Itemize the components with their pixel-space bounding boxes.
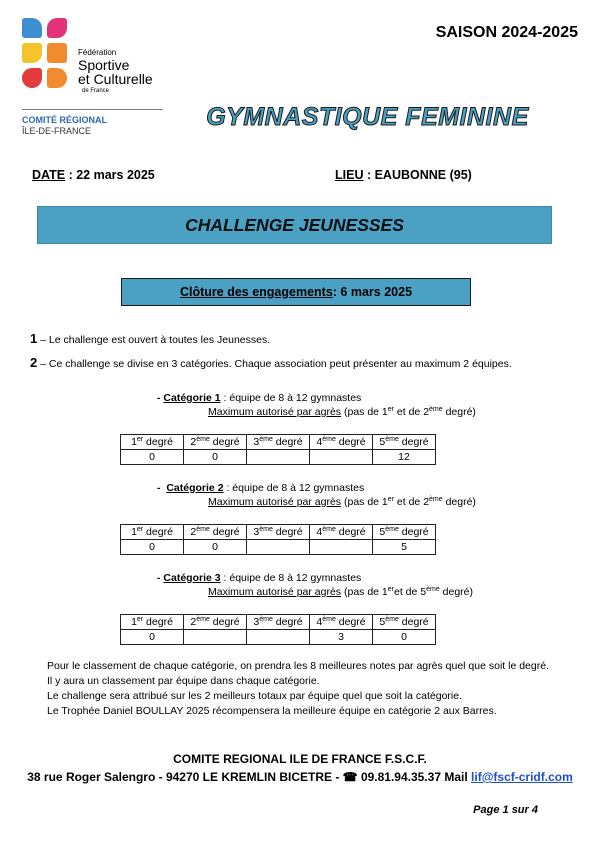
- degree-word: degré: [209, 436, 240, 448]
- degree-sup: ème: [322, 526, 336, 533]
- degree-num: 5: [379, 436, 386, 448]
- degree-header: [373, 615, 436, 630]
- degree-header: [121, 435, 184, 450]
- degree-word: degré: [143, 616, 173, 628]
- degree-header: [247, 615, 310, 630]
- rule-1: [30, 331, 270, 346]
- category-3-max: [208, 586, 473, 598]
- category-1-max-mid: et de 2: [394, 406, 430, 418]
- category-3-title: [157, 572, 361, 584]
- footer-phone: 09.81.94.35.37 Mail: [357, 770, 472, 784]
- degree-value: 3: [310, 630, 373, 645]
- degree-sup: er: [136, 616, 144, 623]
- category-3-desc: : équipe de 8 à 12 gymnastes: [220, 572, 362, 584]
- degree-sup: ème: [196, 526, 210, 533]
- degree-header: [373, 435, 436, 450]
- degree-header: [247, 525, 310, 540]
- degree-header-row: [121, 525, 436, 540]
- place-label: LIEU: [335, 168, 364, 182]
- degree-num: 2: [190, 436, 197, 448]
- degree-header: [121, 525, 184, 540]
- category-2-prefix: -: [157, 482, 167, 494]
- note-1: Pour le classement de chaque catégorie, on prendra les 8 meilleures notes par agrès quel que soit le degré.: [47, 660, 549, 672]
- degree-value: [184, 630, 247, 645]
- category-3-max-sup1: er: [387, 586, 394, 593]
- degree-sup: ème: [322, 436, 336, 443]
- closing-value: : 6 mars 2025: [332, 285, 413, 299]
- degree-sup: ème: [196, 436, 210, 443]
- challenge-title: CHALLENGE JEUNESSES: [185, 214, 404, 235]
- rule-1-number: 1: [30, 331, 38, 346]
- degree-header-row: [121, 435, 436, 450]
- degree-sup: ème: [385, 526, 399, 533]
- closing-date-box: [121, 278, 471, 306]
- category-3-max-post: degré): [439, 586, 474, 598]
- date-label: DATE: [32, 168, 66, 182]
- page-title: GYMNASTIQUE FEMININE: [206, 103, 529, 131]
- category-1-max-post: degré): [442, 406, 476, 418]
- category-1-title: [157, 392, 361, 404]
- degree-num: 1: [131, 616, 137, 628]
- degree-sup: ème: [196, 616, 210, 623]
- degree-header: [247, 435, 310, 450]
- degree-value: 0: [184, 540, 247, 555]
- logo-divider: [22, 109, 163, 110]
- logo-region-1: COMITÉ RÉGIONAL: [22, 115, 107, 125]
- footer-contact: [0, 770, 600, 784]
- degree-values-row: [121, 540, 436, 555]
- degree-value: [310, 450, 373, 465]
- rule-2-text: – Ce challenge se divise en 3 catégories. Chaque association peut présenter au maximum 2 équipes.: [37, 358, 512, 370]
- ranking-notes: [47, 659, 552, 719]
- category-1-max-sup2: ème: [429, 406, 443, 413]
- degree-num: 2: [190, 526, 197, 538]
- closing-label: Clôture des engagements: [179, 285, 333, 299]
- category-2-max-post: degré): [442, 496, 476, 508]
- category-2-title: [157, 482, 364, 494]
- event-date: [32, 168, 155, 182]
- category-3-name: Catégorie 3: [163, 572, 221, 584]
- category-2-max-label: Maximum autorisé par agrès: [208, 496, 342, 508]
- degree-num: 1: [131, 436, 137, 448]
- page-number: Page 1 sur 4: [473, 804, 538, 816]
- footer-org: COMITE REGIONAL ILE DE FRANCE F.S.C.F.: [173, 752, 427, 766]
- category-1-table: [120, 434, 436, 465]
- degree-num: 2: [190, 616, 197, 628]
- degree-sup: ème: [385, 436, 399, 443]
- degree-sup: ème: [259, 616, 273, 623]
- logo-square-red: [22, 68, 42, 88]
- category-2-max-sup1: er: [387, 496, 394, 503]
- degree-value: [310, 540, 373, 555]
- degree-sup: er: [136, 526, 144, 533]
- logo-line3: et Culturelle: [78, 71, 153, 87]
- logo-line2: Sportive: [78, 57, 130, 73]
- degree-header: [310, 435, 373, 450]
- degree-header: [184, 525, 247, 540]
- category-3-max-mid: et de 5: [394, 586, 427, 598]
- degree-word: degré: [398, 436, 429, 448]
- degree-num: 3: [253, 616, 260, 628]
- logo-square-blue: [22, 18, 42, 38]
- degree-sup: ème: [259, 436, 273, 443]
- category-1-max-label: Maximum autorisé par agrès: [208, 406, 342, 418]
- degree-sup: ème: [259, 526, 273, 533]
- date-value: : 22 mars 2025: [65, 168, 155, 182]
- degree-value: [247, 630, 310, 645]
- category-1-name: Catégorie 1: [163, 392, 221, 404]
- note-3: Le challenge sera attribué sur les 2 meilleurs totaux par équipe quel que soit la catégorie.: [47, 690, 463, 702]
- season-label: SAISON 2024-2025: [435, 24, 578, 41]
- degree-num: 5: [379, 616, 386, 628]
- phone-icon: ☎: [342, 770, 358, 784]
- degree-word: degré: [335, 616, 366, 628]
- event-place: [335, 168, 472, 182]
- email-link[interactable]: lif@fscf-cridf.com: [471, 770, 573, 784]
- degree-value: [247, 540, 310, 555]
- category-3-max-pre: (pas de 1: [341, 586, 388, 598]
- degree-word: degré: [335, 436, 366, 448]
- degree-value: 0: [121, 450, 184, 465]
- rule-1-text: – Le challenge est ouvert à toutes les Jeunesses.: [37, 334, 271, 346]
- category-1-max: [208, 406, 476, 418]
- degree-num: 1: [131, 526, 137, 538]
- category-3-table: [120, 614, 436, 645]
- logo-square-orange: [47, 43, 67, 63]
- logo-line1: Fédération: [78, 48, 117, 57]
- footer-address: 38 rue Roger Salengro - 94270 LE KREMLIN BICETRE -: [27, 770, 343, 784]
- degree-value: 0: [373, 630, 436, 645]
- category-1-prefix: -: [157, 392, 164, 404]
- note-4: Le Trophée Daniel BOULLAY 2025 récompensera la meilleure équipe en catégorie 2 aux Barres.: [47, 705, 497, 717]
- category-2-table: [120, 524, 436, 555]
- degree-value: 0: [121, 540, 184, 555]
- degree-values-row: [121, 630, 436, 645]
- degree-value: 5: [373, 540, 436, 555]
- category-2-max-sup2: ème: [429, 496, 443, 503]
- degree-num: 3: [253, 526, 260, 538]
- logo-square-pink: [47, 18, 67, 38]
- category-1-max-sup1: er: [387, 406, 394, 413]
- category-2-name: Catégorie 2: [166, 482, 224, 494]
- degree-header: [121, 615, 184, 630]
- degree-sup: er: [136, 436, 144, 443]
- degree-value: 12: [373, 450, 436, 465]
- category-3-prefix: -: [157, 572, 164, 584]
- logo-square-yellow: [22, 43, 42, 63]
- category-2-max: [208, 496, 476, 508]
- degree-word: degré: [272, 526, 303, 538]
- degree-num: 4: [316, 526, 323, 538]
- degree-value: 0: [184, 450, 247, 465]
- logo-line4: de France: [82, 88, 110, 94]
- degree-word: degré: [209, 526, 240, 538]
- rule-2-number: 2: [30, 355, 38, 370]
- category-3-max-label: Maximum autorisé par agrès: [208, 586, 342, 598]
- degree-header: [184, 615, 247, 630]
- category-3-max-sup2: ème: [426, 586, 440, 593]
- logo-region-2: ÎLE-DE-FRANCE: [22, 126, 92, 136]
- rule-2: [30, 355, 512, 370]
- degree-sup: ème: [322, 616, 336, 623]
- degree-header: [184, 435, 247, 450]
- degree-word: degré: [209, 616, 240, 628]
- degree-value: [247, 450, 310, 465]
- degree-word: degré: [143, 526, 173, 538]
- logo-square-orange-2: [47, 68, 67, 88]
- category-1-max-pre: (pas de 1: [341, 406, 388, 418]
- degree-word: degré: [272, 616, 303, 628]
- degree-word: degré: [398, 526, 429, 538]
- degree-word: degré: [398, 616, 429, 628]
- place-value: : EAUBONNE (95): [363, 168, 472, 182]
- degree-word: degré: [335, 526, 366, 538]
- challenge-banner: [37, 206, 552, 244]
- degree-word: degré: [272, 436, 303, 448]
- category-2-max-mid: et de 2: [394, 496, 430, 508]
- category-2-max-pre: (pas de 1: [341, 496, 388, 508]
- degree-values-row: [121, 450, 436, 465]
- note-2: Il y aura un classement par équipe dans chaque catégorie.: [47, 675, 320, 687]
- category-1-desc: : équipe de 8 à 12 gymnastes: [220, 392, 362, 404]
- degree-num: 3: [253, 436, 260, 448]
- fscf-logo: [20, 16, 170, 136]
- degree-num: 5: [379, 526, 386, 538]
- degree-header: [373, 525, 436, 540]
- degree-header: [310, 615, 373, 630]
- degree-header: [310, 525, 373, 540]
- category-2-desc: : équipe de 8 à 12 gymnastes: [223, 482, 365, 494]
- degree-value: 0: [121, 630, 184, 645]
- degree-word: degré: [143, 436, 173, 448]
- degree-sup: ème: [385, 616, 399, 623]
- degree-header-row: [121, 615, 436, 630]
- degree-num: 4: [316, 616, 323, 628]
- degree-num: 4: [316, 436, 323, 448]
